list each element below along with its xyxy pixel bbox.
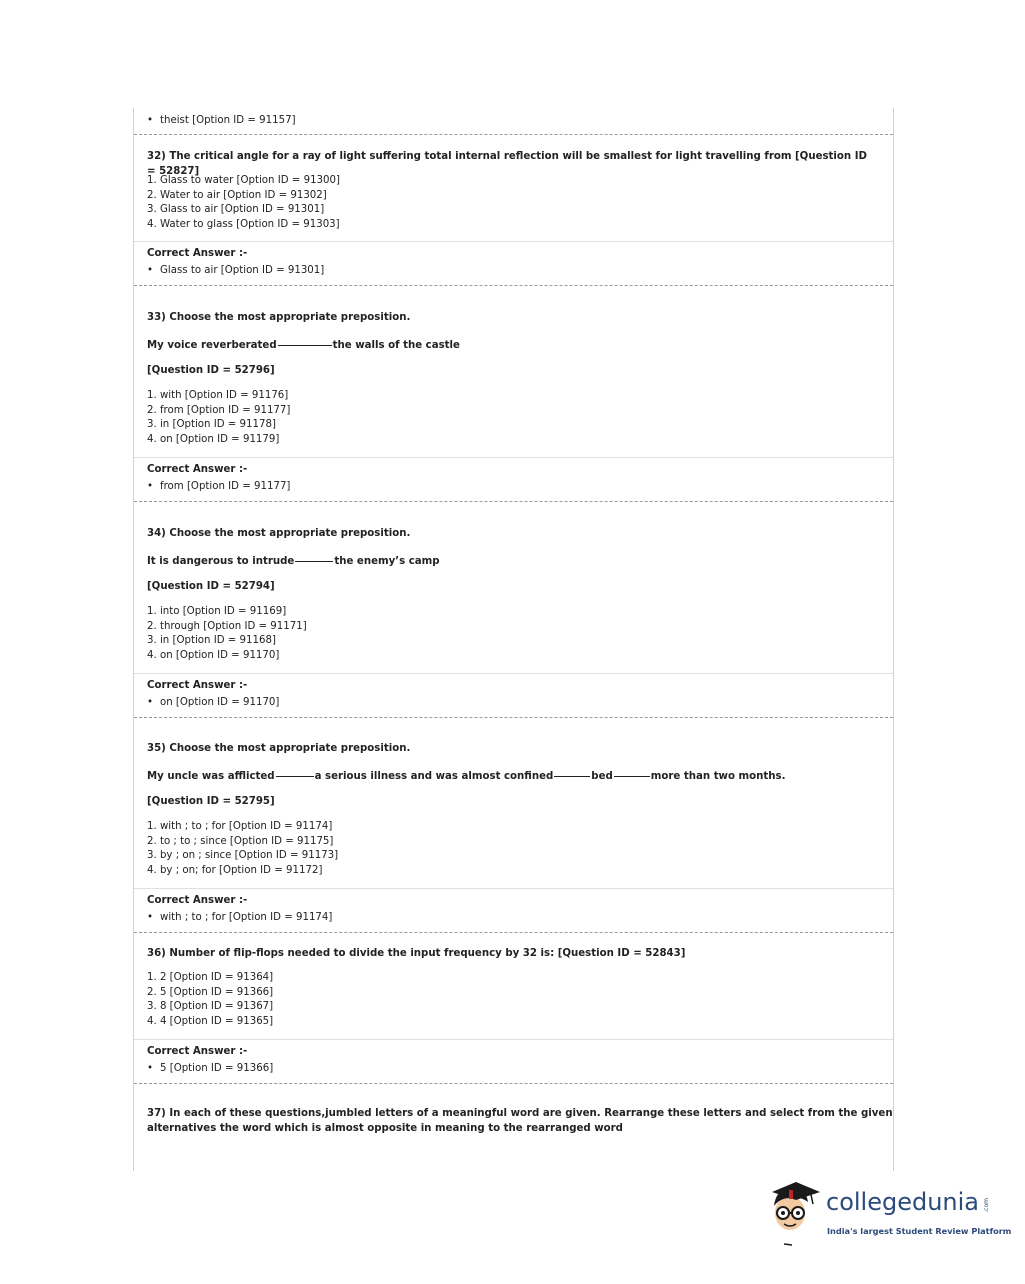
q34-option-4: 4. on [Option ID = 91170] (147, 649, 280, 661)
question-37-title-line-2: alternatives the word which is almost opposite in meaning to the rearranged word (147, 1123, 623, 1134)
logo-domain: .com (983, 1198, 990, 1213)
q36-answer: • 5 [Option ID = 91366] (147, 1062, 273, 1077)
q32-option-4: 4. Water to glass [Option ID = 91303] (147, 218, 340, 230)
question-33-title: 33) Choose the most appropriate preposition. (147, 312, 411, 323)
q33-answer-label: Correct Answer :- (147, 464, 248, 475)
logo-tagline: India's largest Student Review Platform (827, 1226, 1012, 1236)
blank-line (278, 345, 332, 346)
separator (134, 134, 893, 135)
bullet: • (147, 912, 154, 923)
question-35-title: 35) Choose the most appropriate preposition. (147, 743, 411, 754)
question-34-title: 34) Choose the most appropriate preposition. (147, 528, 411, 539)
q32-answer: • Glass to air [Option ID = 91301] (147, 264, 324, 279)
q33-option-4: 4. on [Option ID = 91179] (147, 433, 280, 445)
q34-answer-label: Correct Answer :- (147, 680, 248, 691)
bullet: • (147, 1063, 154, 1074)
q33-answer: • from [Option ID = 91177] (147, 480, 290, 495)
question-37-title-line-1: 37) In each of these questions,jumbled letters of a meaningful word are given. Rearrange these letters and select from the given (147, 1108, 893, 1119)
bullet: • (147, 115, 154, 126)
bullet: • (147, 697, 154, 708)
q35-sentence: My uncle was afflicted a serious illness and was almost confined bed more than two months. (147, 771, 786, 782)
divider (134, 241, 893, 242)
blank-line (554, 776, 590, 777)
q35-answer: • with ; to ; for [Option ID = 91174] (147, 911, 332, 926)
blank-line (276, 776, 314, 777)
blank-line (295, 561, 333, 562)
q33-option-3: 3. in [Option ID = 91178] (147, 419, 276, 430)
q36-option-4: 4. 4 [Option ID = 91365] (147, 1015, 274, 1027)
previous-answer-item: • theist [Option ID = 91157] (147, 114, 296, 129)
divider (134, 457, 893, 458)
q36-option-3: 3. 8 [Option ID = 91367] (147, 1001, 274, 1012)
q36-option-1: 1. 2 [Option ID = 91364] (147, 972, 274, 983)
logo-wordmark: collegedunia (826, 1188, 980, 1216)
q32-answer-label: Correct Answer :- (147, 248, 248, 259)
q33-sentence: My voice reverberated the walls of the castle (147, 340, 460, 351)
q36-answer-label: Correct Answer :- (147, 1046, 248, 1057)
question-paper (133, 108, 894, 1171)
q35-option-3: 3. by ; on ; since [Option ID = 91173] (147, 850, 339, 861)
q32-option-1: 1. Glass to water [Option ID = 91300] (147, 175, 340, 186)
separator (134, 717, 893, 718)
collegedunia-logo (766, 1178, 1012, 1248)
q33-option-2: 2. from [Option ID = 91177] (147, 404, 291, 416)
divider (134, 673, 893, 674)
separator (134, 932, 893, 933)
mascot-icon (766, 1178, 826, 1248)
q34-option-3: 3. in [Option ID = 91168] (147, 635, 276, 646)
blank-line (614, 776, 650, 777)
separator (134, 285, 893, 286)
q33-question-id: [Question ID = 52796] (147, 365, 275, 376)
q34-option-1: 1. into [Option ID = 91169] (147, 606, 287, 617)
q35-option-1: 1. with ; to ; for [Option ID = 91174] (147, 821, 333, 832)
question-36-title: 36) Number of flip-flops needed to divide the input frequency by 32 is: [Question ID = 52843] (147, 948, 686, 959)
q32-option-3: 3. Glass to air [Option ID = 91301] (147, 204, 325, 215)
q32-option-2: 2. Water to air [Option ID = 91302] (147, 189, 327, 201)
q35-answer-label: Correct Answer :- (147, 895, 248, 906)
q34-question-id: [Question ID = 52794] (147, 581, 275, 592)
q34-answer: • on [Option ID = 91170] (147, 696, 279, 711)
separator (134, 1083, 893, 1084)
q35-option-2: 2. to ; to ; since [Option ID = 91175] (147, 835, 334, 847)
q36-option-2: 2. 5 [Option ID = 91366] (147, 986, 274, 998)
bullet: • (147, 481, 154, 492)
divider (134, 1039, 893, 1040)
q35-question-id: [Question ID = 52795] (147, 796, 275, 807)
question-32-title: 32) The critical angle for a ray of light suffering total internal reflection will be smallest for light travelling from [Question ID = 52827] (147, 151, 867, 177)
q35-option-4: 4. by ; on; for [Option ID = 91172] (147, 864, 323, 876)
q34-option-2: 2. through [Option ID = 91171] (147, 620, 307, 632)
q34-sentence: It is dangerous to intrude the enemy’s camp (147, 556, 440, 567)
q33-option-1: 1. with [Option ID = 91176] (147, 390, 289, 401)
bullet: • (147, 265, 154, 276)
separator (134, 501, 893, 502)
divider (134, 888, 893, 889)
